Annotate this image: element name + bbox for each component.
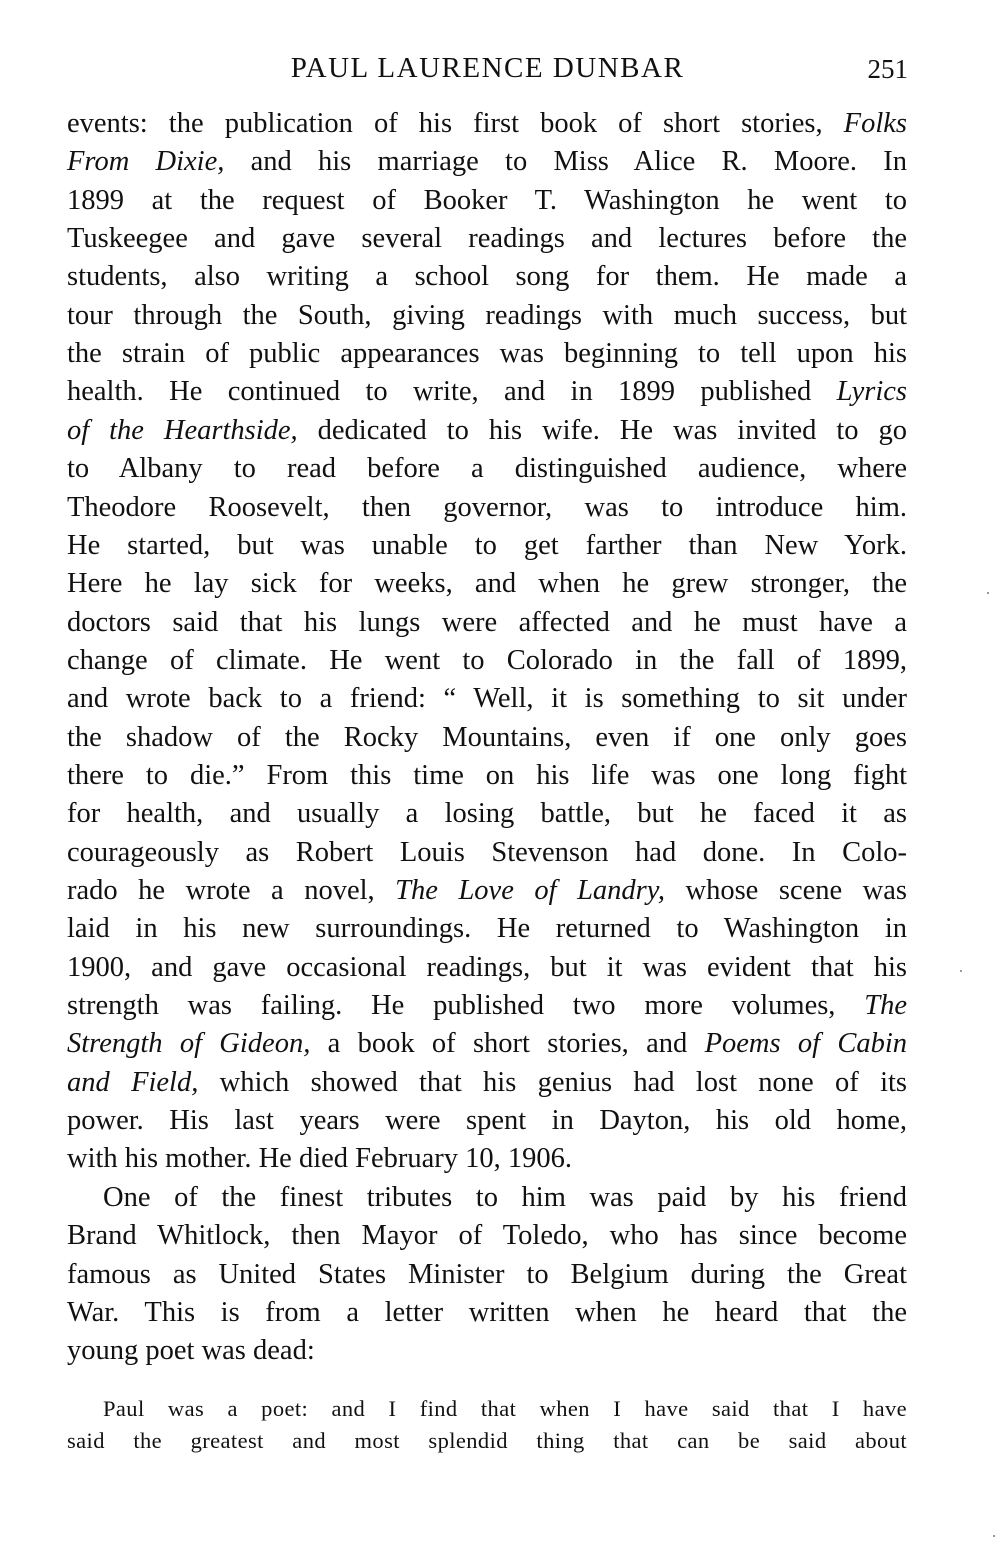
paragraph-line	[67, 337, 907, 371]
italic-title-text: The Love of Landry,	[395, 875, 665, 906]
paragraph-line	[67, 145, 907, 179]
paragraph-line	[67, 1258, 907, 1292]
text-run: tour through the South, giving readings with much success, but	[67, 299, 907, 331]
paragraph-line	[67, 989, 907, 1023]
text-run: courageously as Robert Louis Stevenson had done. In Colo-	[67, 836, 907, 868]
text-run: the strain of public appearances was beginning to tell upon his	[67, 338, 907, 370]
paragraph-line	[67, 682, 907, 716]
paragraph-line	[67, 759, 907, 793]
running-header-title: PAUL LAURENCE DUNBAR	[290, 52, 685, 84]
text-run: 1900, and gave occasional readings, but it was evident that his	[67, 951, 907, 983]
quote-line	[67, 1427, 907, 1455]
italic-title-text: of the Hearthside,	[67, 414, 298, 446]
paragraph-line	[67, 567, 907, 601]
paragraph-line	[67, 222, 907, 256]
scan-speck	[987, 592, 989, 594]
paragraph-line	[67, 184, 907, 218]
text-run: strength was failing. He published two more volumes,	[67, 990, 865, 1022]
paragraph-line	[67, 721, 907, 755]
paragraph-line	[67, 644, 907, 678]
text-run: for health, and usually a losing battle, but he faced it as	[67, 798, 907, 830]
text-run: One of the finest tributes to him was paid by his friend	[103, 1182, 907, 1213]
paragraph-line	[67, 260, 907, 294]
text-run: whose scene was	[664, 875, 907, 906]
paragraph-line	[67, 529, 907, 563]
text-run: power. His last years were spent in Dayton, his old home,	[67, 1105, 907, 1137]
paragraph-line	[67, 375, 907, 409]
text-run: young poet was dead:	[67, 1335, 315, 1367]
text-run: Theodore Roosevelt, then governor, was to introduce him.	[67, 491, 907, 523]
paragraph-line	[67, 107, 907, 141]
text-run: dedicated to his wife. He was invited to go	[297, 414, 907, 446]
page-number: 251	[867, 54, 908, 84]
paragraph-line	[67, 836, 907, 870]
paragraph-line	[67, 452, 907, 486]
paragraph-line	[67, 1104, 907, 1138]
paragraph-line	[67, 912, 907, 946]
text-run: and wrote back to a friend: “ Well, it is something to sit under	[67, 683, 907, 715]
text-run: rado he wrote a novel,	[67, 875, 396, 906]
text-run: students, also writing a school song for them. He made a	[67, 261, 907, 293]
paragraph-line	[67, 491, 907, 525]
text-run: laid in his new surroundings. He returned to Washington in	[67, 913, 907, 945]
text-run: events: the publication of his first book of short stories,	[67, 108, 844, 139]
text-run: a book of short stories, and	[310, 1028, 705, 1060]
text-run: change of climate. He went to Colorado in the fall of 1899,	[67, 644, 907, 676]
quote-line	[103, 1395, 907, 1423]
italic-title-text: Folks	[843, 108, 907, 139]
text-run: doctors said that his lungs were affected and he must have a	[67, 606, 907, 638]
italic-title-text: Poems of Cabin	[704, 1028, 908, 1060]
paragraph-line	[67, 414, 907, 448]
text-run: said the greatest and most splendid thing that can be said about	[67, 1427, 907, 1453]
paragraph-line	[67, 874, 907, 908]
paragraph-line	[67, 606, 907, 640]
text-run: with his mother. He died February 10, 1906.	[67, 1143, 573, 1175]
text-run: Paul was a poet: and I find that when I have said that I have	[103, 1396, 907, 1421]
text-run: Brand Whitlock, then Mayor of Toledo, who has since become	[67, 1220, 907, 1252]
scan-speck	[960, 970, 962, 972]
text-run: which showed that his genius had lost none of its	[198, 1066, 907, 1098]
text-run: there to die.” From this time on his life was one long fight	[67, 759, 907, 791]
italic-title-text: Strength of Gideon,	[67, 1028, 311, 1060]
text-run: Tuskeegee and gave several readings and lectures before the	[67, 223, 907, 255]
paragraph-line	[67, 951, 907, 985]
paragraph-line	[67, 1142, 907, 1176]
text-run: to Albany to read before a distinguished audience, where	[67, 453, 907, 485]
paragraph-line	[67, 797, 907, 831]
italic-title-text: Lyrics	[836, 376, 907, 408]
paragraph-line	[67, 299, 907, 333]
paragraph-line	[67, 1219, 907, 1253]
text-run: Here he lay sick for weeks, and when he grew stronger, the	[67, 568, 907, 600]
text-run: War. This is from a letter written when he heard that the	[67, 1297, 907, 1329]
paragraph-line	[103, 1181, 907, 1215]
italic-title-text: and Field,	[67, 1066, 199, 1098]
paragraph-line	[67, 1334, 907, 1368]
scan-speck	[993, 1535, 995, 1537]
paragraph-line	[67, 1296, 907, 1330]
paragraph-line	[67, 1027, 907, 1061]
paragraph-line	[67, 1066, 907, 1100]
text-run: health. He continued to write, and in 1899 published	[67, 376, 837, 408]
italic-title-text: From Dixie,	[67, 146, 225, 178]
text-run: He started, but was unable to get farther than New York.	[67, 529, 907, 561]
text-run: and his marriage to Miss Alice R. Moore. In	[224, 146, 907, 178]
text-run: 1899 at the request of Booker T. Washington he went to	[67, 184, 907, 216]
text-run: the shadow of the Rocky Mountains, even if one only goes	[67, 721, 907, 753]
text-run: famous as United States Minister to Belgium during the Great	[67, 1258, 907, 1290]
italic-title-text: The	[864, 990, 907, 1022]
